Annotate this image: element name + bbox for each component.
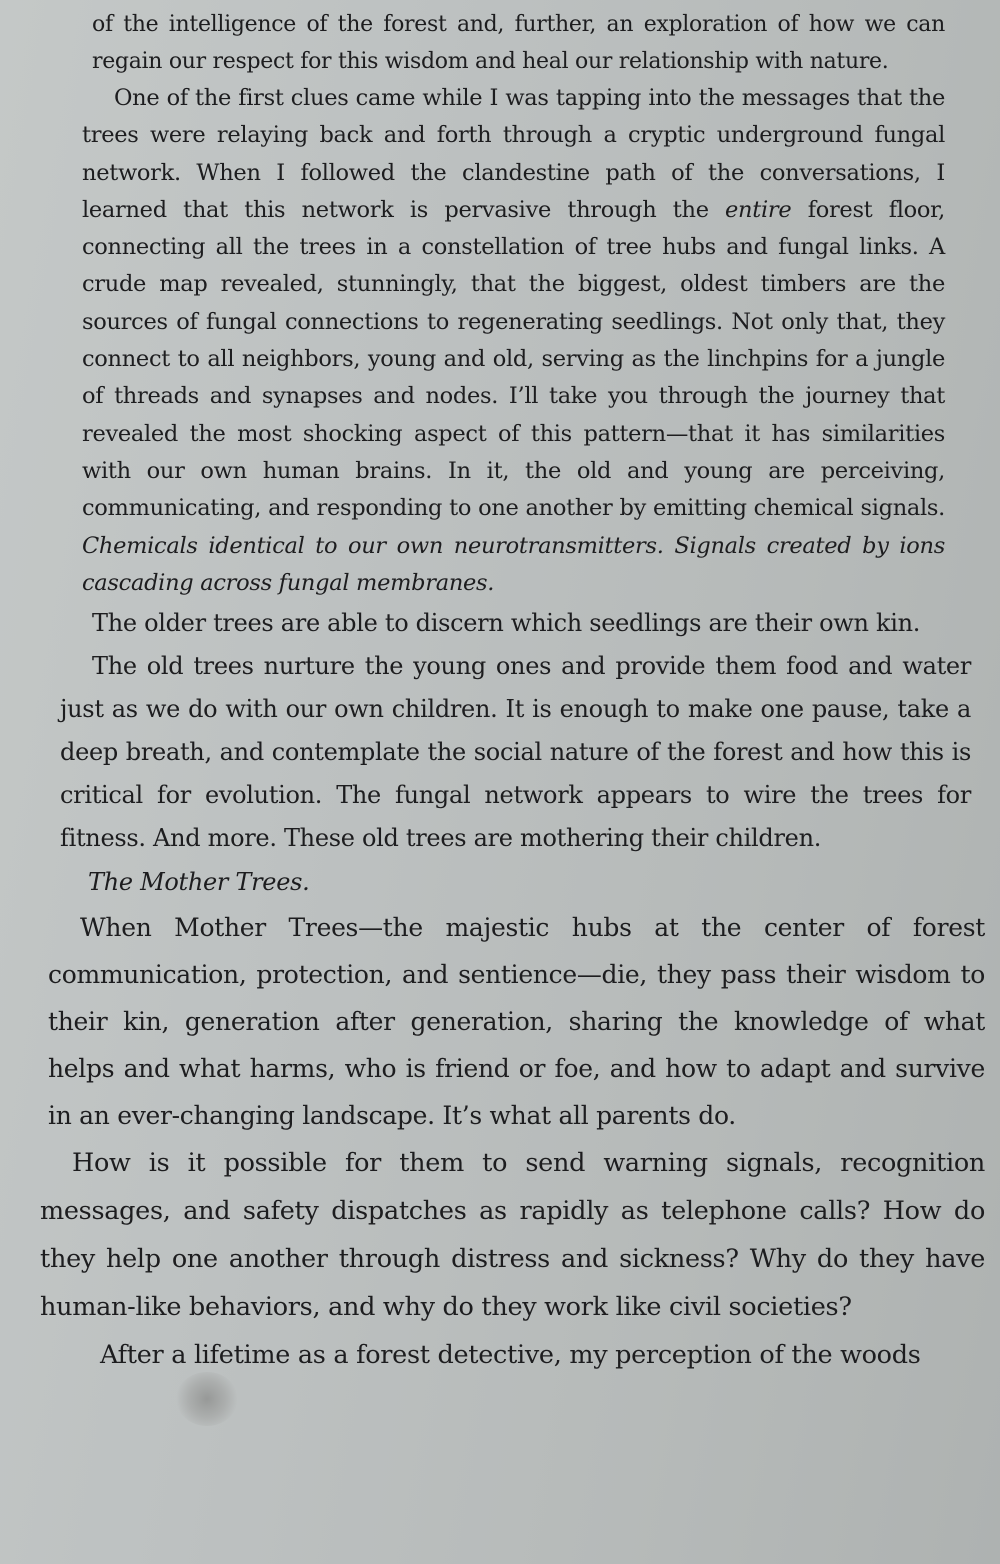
paragraph-7: How is it possible for them to send warning signals, recognition messages, and safety dispatches as rapidly as telephone calls? How do they help one another through distress and sickness? Why do they have human-like behaviors, and why do they work like civil societies? xyxy=(40,1148,985,1323)
paragraph-2-text-a: One of the first clues came while I was tapping into the messages that the trees were relaying back and forth through a cryptic underground fungal network. When I followed the clandestine path of the conversations, I learned that this network is pervasive through the xyxy=(82,85,945,223)
paragraph-4: The old trees nurture the young ones and provide them food and water just as we do with our own children. It is enough to make one pause, take a deep breath, and contemplate the social nature of the forest and how this is critical for evolution. The fungal network appears to wire the trees for fitness. And more. These old trees are mothering their children. xyxy=(60,652,971,853)
paragraph-3: The older trees are able to discern which seedlings are their own kin. xyxy=(92,609,921,638)
paragraph-5 xyxy=(40,860,985,904)
paragraph-6: When Mother Trees—the majestic hubs at the center of forest communication, protection, and sentience—die, they pass their wisdom to their kin, generation after generation, sharing the knowledge of what helps and what harms, who is friend or foe, and how to adapt and survive in an ever-changing landscape. It’s what all parents do. xyxy=(48,913,985,1131)
paragraph-8: After a lifetime as a forest detective, my perception of the woods xyxy=(100,1340,921,1371)
page-text xyxy=(40,6,985,1379)
paragraph-1: of the intelligence of the forest and, further, an exploration of how we can regain our respect for this wisdom and heal our relationship with nature. xyxy=(92,12,945,74)
paragraph-2-emphasis: entire xyxy=(725,196,792,223)
paragraph-2 xyxy=(40,80,985,602)
paragraph-2-text-b: forest floor, connecting all the trees in a constellation of tree hubs and fungal links. A crude map revealed, stunningly, that the biggest, oldest timbers are the sources of fungal connections to regenerating seedlings. Not only that, they connect to all neighbors, young and old, serving as the linchpins for a jungle of threads and synapses and nodes. I’ll take you through the journey that revealed the most shocking aspect of this pattern—that it has similarities with our own human brains. In it, the old and young are perceiving, communicating, and responding to one another by emitting chemical signals. xyxy=(82,196,945,522)
mother-trees-heading: The Mother Trees. xyxy=(88,868,310,897)
paragraph-2-italic-sentence: Chemicals identical to our own neurotransmitters. Signals created by ions cascading across fungal membranes. xyxy=(82,532,945,596)
page-smudge xyxy=(176,1372,238,1426)
